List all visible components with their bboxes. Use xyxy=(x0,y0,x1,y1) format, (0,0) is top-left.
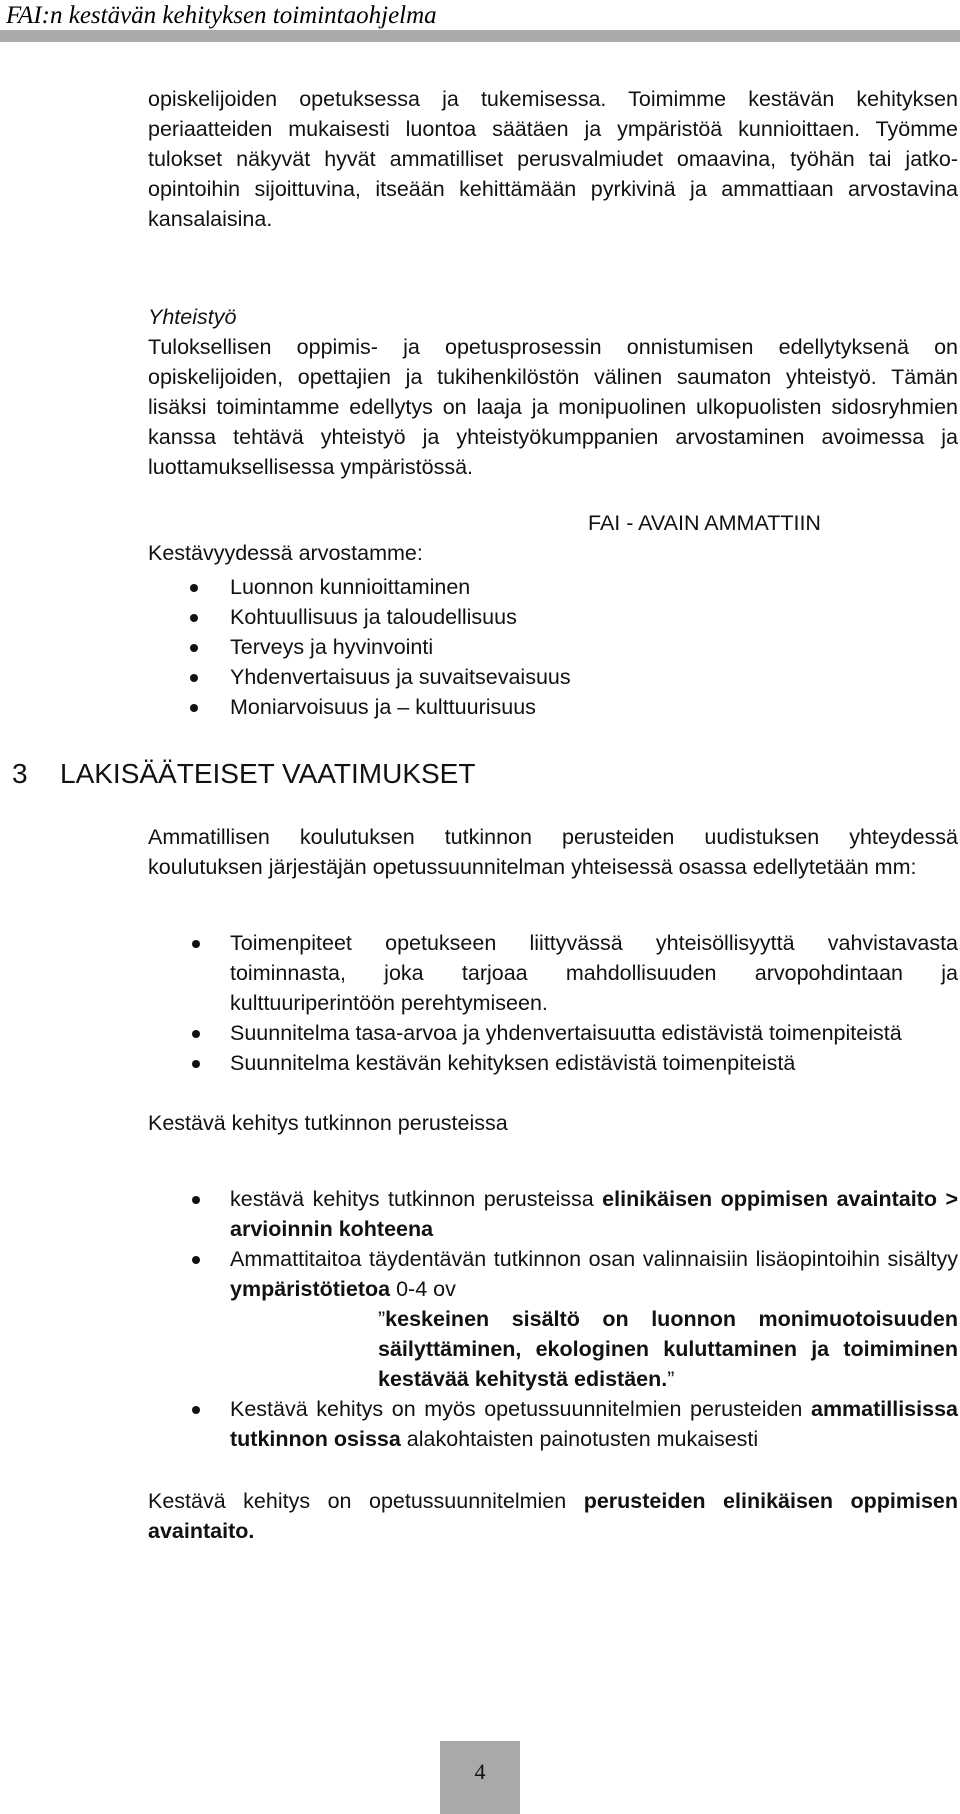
item-text-suffix: 0-4 ov xyxy=(390,1277,456,1301)
list-item: Toimenpiteet opetukseen liittyvässä yhteisöllisyyttä vahvistavasta toiminnasta, joka tarjoaa mahdollisuuden arvopohdintaan ja kulttuuriperintöön perehtymiseen. xyxy=(148,928,958,1018)
list-item: Kohtuullisuus ja taloudellisuus xyxy=(148,602,958,632)
closing-emphasis: perusteiden elinikäisen oppimisen avaintaito. xyxy=(148,1489,959,1543)
list-item: Yhdenvertaisuus ja suvaitsevaisuus xyxy=(148,662,958,692)
item-emphasis: elinikäisen oppimisen avaintaito > arvioinnin kohteena xyxy=(230,1187,959,1241)
intro-paragraph: opiskelijoiden opetuksessa ja tukemisessa. Toimimme kestävän kehityksen periaatteiden mukaisesti luontoa säätäen ja ympäristöä kunnioittaen. Työmme tulokset näkyvät hyvät ammatilliset perusvalmiudet omaavina, työhän tai jatko-opintoihin sijoittuvina, itseään kehittämään pyrkivinä ja ammattiaan arvostavina kansalaisina. xyxy=(148,87,958,231)
header-rule xyxy=(0,30,960,42)
list-item xyxy=(148,1394,958,1454)
item-emphasis: ympäristötietoa xyxy=(230,1277,391,1301)
cooperation-paragraph: Tuloksellisen oppimis- ja opetusprosessin onnistumisen edellytyksenä on opiskelijoiden, opettajien ja tukihenkilöstön välinen saumaton yhteistyö. Tämän lisäksi toimintamme edellytys on laaja ja monipuolinen ulkopuolisten sidosryhmien kanssa tehtävä yhteistyö ja yhteistyökumppanien arvostaminen avoimessa ja luottamuksellisessa ympäristössä. xyxy=(148,335,958,479)
item-text: Ammattitaitoa täydentävän tutkinnon osan valinnaisiin lisäopintoihin sisältyy xyxy=(230,1247,958,1271)
upper-content xyxy=(148,84,958,722)
list-item: Luonnon kunnioittaminen xyxy=(148,572,958,602)
quote-text: keskeinen sisältö on luonnon monimuotoisuuden säilyttäminen, ekologinen kuluttaminen ja toimiminen kestävää kehitystä edistäen. xyxy=(378,1307,958,1391)
page-number: 4 xyxy=(474,1759,486,1784)
document-title: FAI:n kestävän kehityksen toimintaohjelma xyxy=(6,2,437,29)
sd-heading: Kestävä kehitys tutkinnon perusteissa xyxy=(148,1111,508,1135)
sd-list xyxy=(148,1184,958,1454)
item-text: Kestävä kehitys on myös opetussuunnitelmien perusteiden xyxy=(230,1397,811,1421)
list-item xyxy=(148,1244,958,1394)
section-heading xyxy=(12,758,475,790)
item-emphasis: ammatillisissa tutkinnon osissa xyxy=(230,1397,958,1451)
item-text: kestävä kehitys tutkinnon perusteissa xyxy=(230,1187,603,1211)
list-item: Suunnitelma tasa-arvoa ja yhdenvertaisuutta edistävistä toimenpiteistä xyxy=(148,1018,958,1048)
quote-close-mark: ” xyxy=(667,1367,675,1391)
list-item: Terveys ja hyvinvointi xyxy=(148,632,958,662)
item-text-suffix: alakohtaisten painotusten mukaisesti xyxy=(400,1427,759,1451)
cooperation-heading: Yhteistyö xyxy=(148,305,237,329)
section-title: LAKISÄÄTEISET VAATIMUKSET xyxy=(60,758,476,789)
values-intro: Kestävyydessä arvostamme: xyxy=(148,541,423,565)
section-intro: Ammatillisen koulutuksen tutkinnon perusteiden uudistuksen yhteydessä koulutuksen järjestäjän opetussuunnitelman yhteisessä osassa edellytetään mm: xyxy=(148,825,958,879)
list-item: Suunnitelma kestävän kehityksen edistävistä toimenpiteistä xyxy=(148,1048,958,1078)
section-number: 3 xyxy=(12,758,28,789)
blockquote xyxy=(230,1304,958,1394)
quote-open-mark: ” xyxy=(378,1307,386,1331)
slogan: FAI - AVAIN AMMATTIIN xyxy=(588,511,821,535)
list-item xyxy=(148,1184,958,1244)
list-item: Moniarvoisuus ja – kulttuurisuus xyxy=(148,692,958,722)
section-content xyxy=(148,822,958,1546)
page-header xyxy=(0,0,960,46)
closing-paragraph xyxy=(148,1486,958,1546)
page-number-box xyxy=(440,1741,520,1814)
closing-text: Kestävä kehitys on opetussuunnitelmien xyxy=(148,1489,584,1513)
values-list xyxy=(148,572,958,722)
requirements-list xyxy=(148,928,958,1078)
